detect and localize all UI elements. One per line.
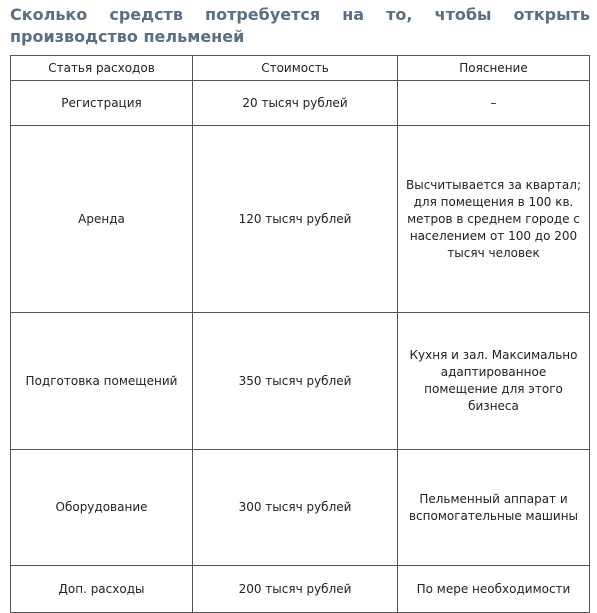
page-title: Сколько средств потребуется на то, чтобы открыть производство пельменей	[10, 5, 590, 46]
column-header-item: Статья расходов	[11, 56, 193, 81]
table-row	[11, 566, 590, 613]
cell-cost: 350 тысяч рублей	[193, 313, 398, 450]
cell-note: Кухня и зал. Максимально адаптированное помещение для этого бизнеса	[398, 313, 590, 450]
column-header-cost: Стоимость	[193, 56, 398, 81]
cell-item: Аренда	[11, 126, 193, 313]
table-row	[11, 126, 590, 313]
cell-cost: 200 тысяч рублей	[193, 566, 398, 613]
cell-note: По мере необходимости	[398, 566, 590, 613]
column-header-note: Пояснение	[398, 56, 590, 81]
table-header-row	[11, 56, 590, 81]
cell-item: Регистрация	[11, 81, 193, 126]
cell-cost: 300 тысяч рублей	[193, 450, 398, 566]
table-row	[11, 450, 590, 566]
cell-item: Доп. расходы	[11, 566, 193, 613]
cell-cost: 120 тысяч рублей	[193, 126, 398, 313]
cell-note: Высчитывается за квартал; для помещения в 100 кв. метров в среднем городе с населением от 100 до 200 тысяч человек	[398, 126, 590, 313]
table-row	[11, 81, 590, 126]
expense-table	[10, 55, 590, 613]
cell-cost: 20 тысяч рублей	[193, 81, 398, 126]
table-row	[11, 313, 590, 450]
cell-item: Оборудование	[11, 450, 193, 566]
cell-note: Пельменный аппарат и вспомогательные машины	[398, 450, 590, 566]
cell-note: –	[398, 81, 590, 126]
cell-item: Подготовка помещений	[11, 313, 193, 450]
